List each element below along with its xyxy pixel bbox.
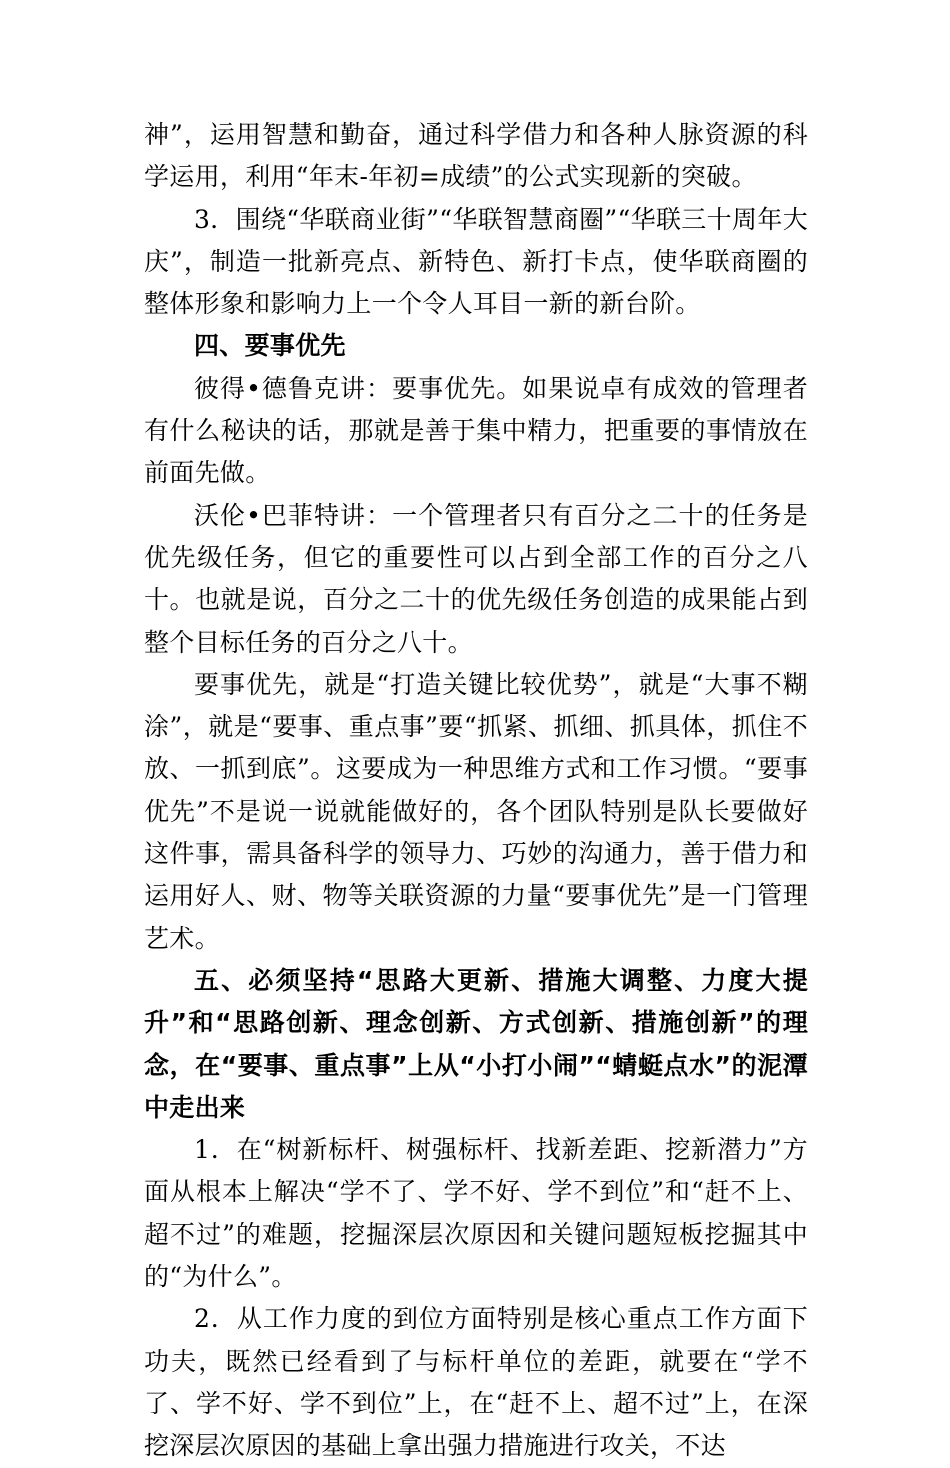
paragraph-drucker-quote: 彼得•德鲁克讲：要事优先。如果说卓有成效的管理者有什么秘诀的话，那就是善于集中精力，把重要的事情放在前面先做。 bbox=[144, 373, 808, 488]
paragraph-buffett-quote: 沃伦•巴菲特讲：一个管理者只有百分之二十的任务是优先级任务，但它的重要性可以占到全部工作的百分之八十。也就是说，百分之二十的优先级任务创造的成果能占到整个目标任务的百分之八十。 bbox=[144, 500, 808, 657]
paragraph-priority-explanation: 要事优先，就是“打造关键比较优势”，就是“大事不糊涂”，就是“要事、重点事”要“抓紧、抓细、抓具体，抓住不放、一抓到底”。这要成为一种思维方式和工作习惯。“要事优先”不是说一说就能做好的，各个团队特别是队长要做好这件事，需具备科学的领导力、巧妙的沟通力，善于借力和运用好人、财、物等关联资源的力量“要事优先”是一门管理艺术。 bbox=[144, 669, 808, 953]
paragraph-item-1: 1．在“树新标杆、树强标杆、找新差距、挖新潜力”方面从根本上解决“学不了、学不好、学不到位”和“赶不上、超不过”的难题，挖掘深层次原因和关键问题短板挖掘其中的“为什么”。 bbox=[144, 1135, 808, 1292]
paragraph-item-2: 2．从工作力度的到位方面特别是核心重点工作方面下功夫，既然已经看到了与标杆单位的差距，就要在“学不了、学不好、学不到位”上，在“赶不上、超不过”上，在深挖深层次原因的基础上拿出强力措施进行攻关，不达 bbox=[144, 1304, 808, 1461]
section-heading-5: 五、必须坚持“思路大更新、措施大调整、力度大提升”和“思路创新、理念创新、方式创新、措施创新”的理念，在“要事、重点事”上从“小打小闹”“蜻蜓点水”的泥潭中走出来 bbox=[144, 965, 808, 1122]
paragraph-continuation: 神”，运用智慧和勤奋，通过科学借力和各种人脉资源的科学运用，利用“年末-年初=成绩”的公式实现新的突破。 bbox=[144, 120, 808, 192]
paragraph-item-3: 3．围绕“华联商业街”“华联智慧商圈”“华联三十周年大庆”，制造一批新亮点、新特色、新打卡点，使华联商圈的整体形象和影响力上一个令人耳目一新的新台阶。 bbox=[144, 204, 808, 319]
section-heading-4: 四、要事优先 bbox=[194, 331, 346, 361]
document-page bbox=[144, 114, 808, 1468]
